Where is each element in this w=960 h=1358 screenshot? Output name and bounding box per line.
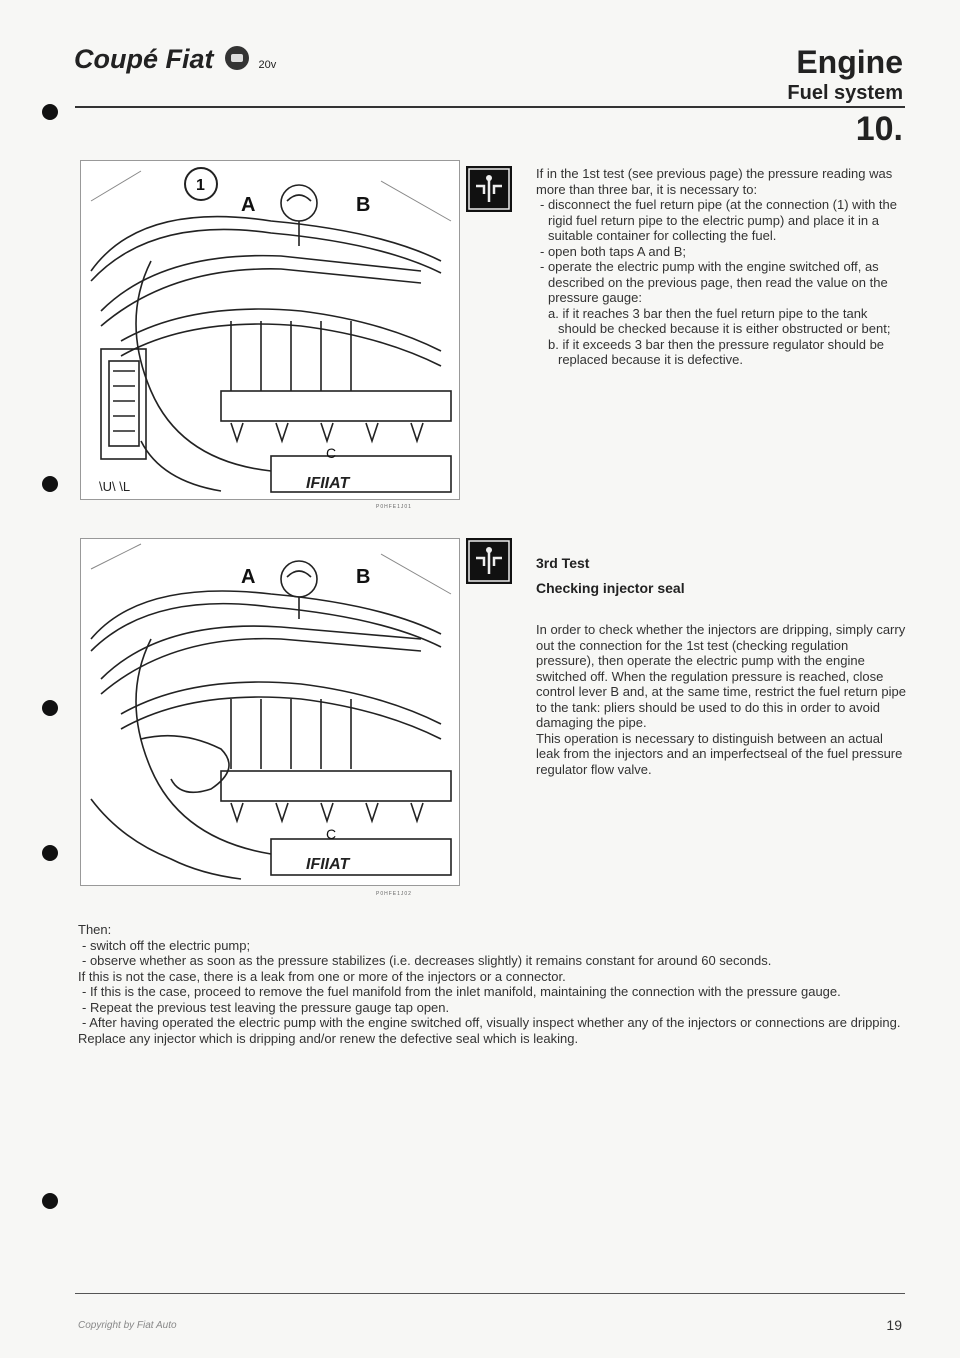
bottom-item: - observe whether as soon as the pressure stabilizes (i.e. decreases slightly) it remains constant for around 60 seconds. bbox=[82, 953, 772, 968]
page-title: Engine bbox=[796, 44, 903, 80]
block1-step: - disconnect the fuel return pipe (at the connection (1) with the rigid fuel return pipe to the electric pump) and place it in a suitable container for collecting the fuel. bbox=[540, 197, 897, 243]
binder-hole bbox=[42, 700, 58, 716]
fiat-engine-label: IFIIAT bbox=[306, 856, 350, 873]
block1-substep: b. if it exceeds 3 bar then the pressure regulator should be replaced because it is defective. bbox=[548, 336, 885, 367]
then-label: Then: bbox=[78, 922, 112, 937]
block1-step: - operate the electric pump with the engine switched off, as described on the previous page, then read the value on the pressure gauge: bbox=[540, 259, 888, 305]
callout-c: C bbox=[326, 445, 337, 461]
fiat-engine-label: IFIIAT bbox=[306, 475, 350, 492]
figure-code: P0HFE1J01 bbox=[376, 504, 412, 510]
callout-c: C bbox=[326, 826, 337, 842]
bottom-item: - If this is the case, proceed to remove the fuel manifold from the inlet manifold, maintaining the connection with the pressure gauge. bbox=[82, 984, 841, 999]
engine-diagram-figure-2 bbox=[80, 538, 460, 886]
callout-a: A bbox=[241, 566, 256, 588]
pressure-gauge-tool-icon bbox=[466, 166, 512, 212]
binder-hole bbox=[42, 476, 58, 492]
binder-hole bbox=[42, 845, 58, 861]
block2-para: This operation is necessary to distinguish between an actual leak from the injectors and an imperfectseal of the fuel pressure regulator flow valve. bbox=[536, 730, 903, 777]
figure-code: P0HFE1J02 bbox=[376, 891, 412, 897]
block1-step: - open both taps A and B; bbox=[540, 243, 687, 259]
test-title: 3rd Test bbox=[536, 555, 590, 571]
engine-diagram-illustration bbox=[81, 539, 459, 885]
footer-rule bbox=[75, 1293, 905, 1294]
bottom-item: - Repeat the previous test leaving the pressure gauge tap open. bbox=[82, 999, 450, 1015]
brand-logo-icon bbox=[225, 46, 249, 70]
page-number: 19 bbox=[886, 1317, 902, 1333]
callout-1: 1 bbox=[196, 177, 205, 194]
bottom-text bbox=[78, 922, 908, 1046]
page-subtitle: Fuel system bbox=[787, 82, 903, 104]
engine-diagram-illustration bbox=[81, 161, 459, 499]
figure-scale-marks: \U\ \L bbox=[99, 479, 131, 494]
callout-b: B bbox=[356, 194, 371, 216]
bottom-item: - switch off the electric pump; bbox=[82, 937, 251, 953]
block2-text bbox=[536, 622, 906, 777]
callout-b: B bbox=[356, 566, 371, 588]
final-paragraph: Replace any injector which is dripping and/or renew the defective seal which is leaking. bbox=[78, 1030, 579, 1046]
engine-diagram-figure-1 bbox=[80, 160, 460, 500]
binder-hole bbox=[42, 1193, 58, 1209]
pressure-gauge-tool-icon bbox=[466, 538, 512, 584]
footer-copyright: Copyright by Fiat Auto bbox=[78, 1320, 177, 1331]
block1-substep: a. if it reaches 3 bar then the fuel return pipe to the tank should be checked because it is either obstructed or bent; bbox=[548, 305, 891, 336]
binder-hole bbox=[42, 104, 58, 120]
bottom-item: - After having operated the electric pump with the engine switched off, visually inspect whether any of the injectors or connections are dripping. bbox=[82, 1015, 901, 1030]
block1-text bbox=[536, 166, 906, 368]
test-subtitle: Checking injector seal bbox=[536, 580, 685, 596]
block2-para: In order to check whether the injectors are dripping, simply carry out the connection for the 1st test (checking regulation pressure), then operate the electric pump with the engine switched off. When the regulation pressure is reached, close control lever B and, at the same time, restrict the fuel return pipe to the tank: pliers should be used to do this in order to avoid damaging the pipe. bbox=[536, 622, 906, 730]
brand-name: Coupé Fiat bbox=[74, 44, 214, 74]
if-not-paragraph: If this is not the case, there is a leak from one or more of the injectors or a connector. bbox=[78, 968, 566, 984]
brand-tag: 20v bbox=[258, 59, 277, 71]
header-rule bbox=[75, 106, 905, 108]
callout-a: A bbox=[241, 194, 256, 216]
block1-intro: If in the 1st test (see previous page) the pressure reading was more than three bar, it is necessary to: bbox=[536, 166, 893, 197]
brand-title bbox=[74, 44, 276, 75]
section-number: 10. bbox=[855, 110, 903, 148]
